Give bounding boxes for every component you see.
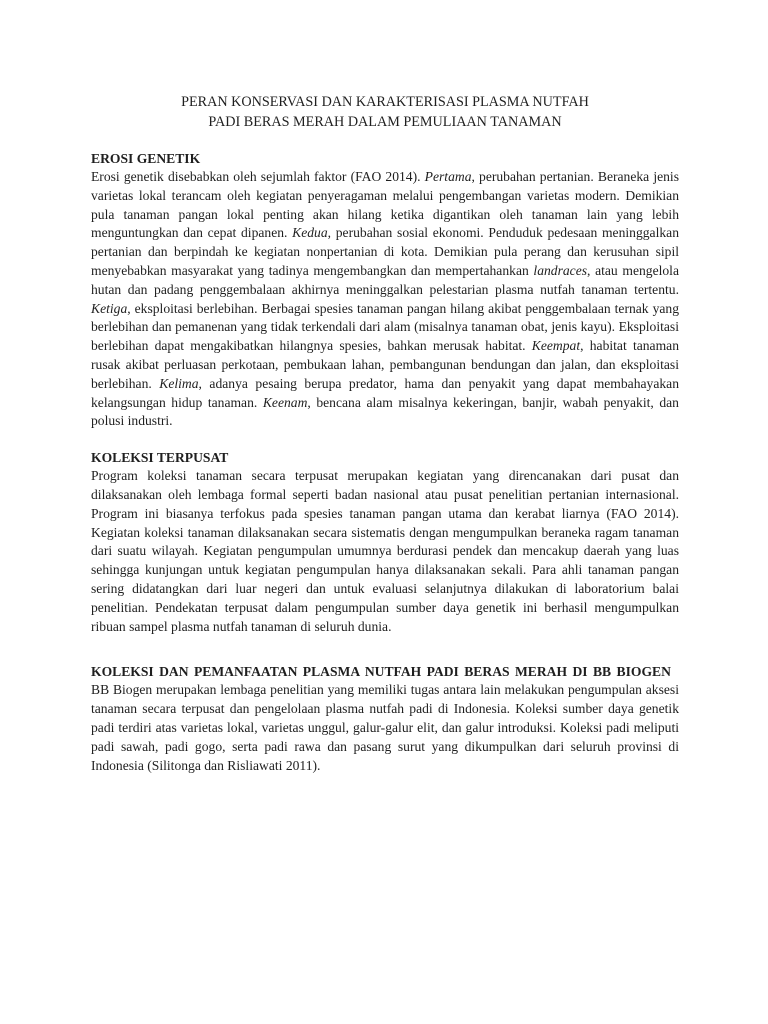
text-run: , perubahan pertanian. Beraneka jenis varietas lokal terancam oleh kegiatan penyeragaman melalui pengembangan varietas modern. Demikian pula tanaman pangan lokal penting akan hilang ketika digantikan oleh tanaman lain yang lebih menguntungkan dan cepat dipanen.	[91, 169, 679, 241]
italic-term: Pertama	[424, 169, 472, 184]
section-body: BB Biogen merupakan lembaga penelitian yang memiliki tugas antara lain melakukan pengumpulan aksesi tanaman secara terpusat dan pengelolaan plasma nutfah padi di Indonesia. Koleksi sumber daya genetik padi terdiri atas varietas lokal, varietas unggul, galur-galur elit, dan galur introduksi. Koleksi padi meliputi padi sawah, padi gogo, serta padi rawa dan pasang surut yang dikumpulkan dari seluruh provinsi di Indonesia (Silitonga dan Risliawati 2011).	[91, 682, 679, 773]
section-body	[91, 168, 679, 431]
title-line-2: PADI BERAS MERAH DALAM PEMULIAAN TANAMAN	[208, 114, 562, 130]
text-run: , habitat tanaman rusak akibat perluasan perkotaan, pembukaan lahan, pembangunan bendungan dan jalan, dan eksploitasi berlebihan.	[91, 338, 679, 391]
title-line-1: PERAN KONSERVASI DAN KARAKTERISASI PLASMA NUTFAH	[181, 94, 589, 110]
italic-term: Ketiga	[91, 300, 128, 316]
section-heading: KOLEKSI DAN PEMANFAATAN PLASMA NUTFAH PADI BERAS MERAH DI BB BIOGEN	[91, 664, 671, 680]
italic-term: Kedua	[292, 225, 328, 241]
italic-term: Keenam	[262, 394, 308, 410]
section-heading: EROSI GENETIK	[91, 151, 201, 166]
text-run: , eksploitasi berlebihan. Berbagai spesies tanaman pangan hilang akibat penggembalaan ternak yang berlebihan dan pemanenan yang tidak terkendali dari alam (misalnya tanaman obat, jenis kayu). Eksploitasi berlebihan dapat mengakibatkan hilangnya spesies, bahkan merusak habitat.	[91, 300, 679, 354]
text-run: , adanya pesaing berupa predator, hama dan penyakit yang dapat membahayakan kelangsungan hidup tanaman.	[91, 375, 680, 410]
italic-term: Keempat	[531, 338, 581, 354]
section-koleksi-pemanfaatan	[91, 663, 679, 775]
document-page	[91, 92, 679, 793]
section-heading: KOLEKSI TERPUSAT	[91, 450, 229, 466]
italic-term: Kelima	[159, 375, 199, 391]
section-koleksi-terpusat	[91, 449, 679, 636]
document-title	[91, 92, 679, 132]
text-run: , bencana alam misalnya kekeringan, banjir, wabah penyakit, dan polusi industri.	[91, 394, 679, 429]
section-body: Program koleksi tanaman secara terpusat merupakan kegiatan yang direncanakan dari pusat dan dilaksanakan oleh lembaga formal seperti badan nasional atau pusat penelitian pertanian internasional. Program ini biasanya terfokus pada spesies tanaman pangan utama dan kerabat liarnya (FAO 2014). Kegiatan koleksi tanaman dilaksanakan secara sistematis dengan mengumpulkan beraneka ragam tanaman dari suatu wilayah. Kegiatan pengumpulan umumnya berdurasi pendek dan mencakup daerah yang luas sehingga kunjungan untuk kegiatan pengumpulan hanya dilaksanakan sekali. Para ahli tanaman pangan sering didatangkan dari luar negeri dan untuk evaluasi selanjutnya dilakukan di laboratorium balai penelitian. Pendekatan terpusat dalam pengumpulan sumber daya genetik ini berhasil mengumpulkan ribuan sampel plasma nutfah tanaman di seluruh dunia.	[91, 468, 679, 634]
text-run: , perubahan sosial ekonomi. Penduduk pedesaan meninggalkan pertanian dan berpindah ke kegiatan nonpertanian di kota. Demikian pula perang dan kerusuhan sipil menyebabkan masyarakat yang tadinya mengembangkan dan mempertahankan	[91, 225, 679, 278]
text-run: , atau mengelola hutan dan padang penggembalaan akhirnya meninggalkan pelestarian plasma nutfah tanaman tertentu.	[91, 262, 679, 297]
section-erosi-genetik	[91, 150, 679, 431]
text-run: Erosi genetik disebabkan oleh sejumlah faktor (FAO 2014).	[91, 169, 425, 184]
italic-term: landraces	[533, 262, 588, 278]
